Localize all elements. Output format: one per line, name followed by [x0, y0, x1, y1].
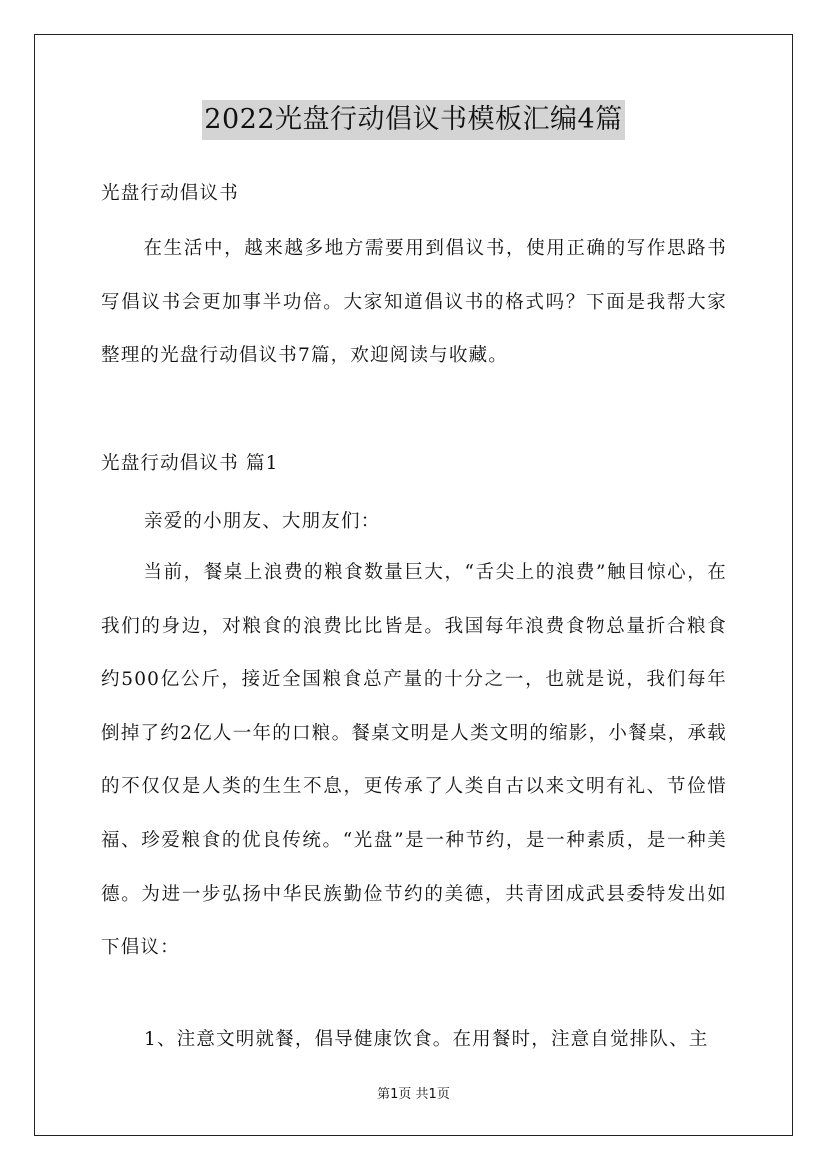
- section-heading: 光盘行动倡议书: [101, 183, 239, 204]
- article-heading: 光盘行动倡议书 篇1: [101, 453, 279, 474]
- page-number: 第1页 共1页: [377, 1087, 450, 1102]
- body-paragraph: 当前，餐桌上浪费的粮食数量巨大，“舌尖上的浪费”触目惊心，在我们的身边，对粮食的浪费比比皆是。我国每年浪费食物总量折合粮食约500亿公斤，接近全国粮食总产量的十分之一，也就是说，我们每年倒掉了约2亿人一年的口粮。餐桌文明是人类文明的缩影，小餐桌，承载的不仅仅是人类的生生不息，更传承了人类自古以来文明有礼、节俭惜福、珍爱粮食的优良传统。“光盘”是一种节约，是一种素质，是一种美德。为进一步弘扬中华民族勤俭节约的美德，共青团成武县委特发出如下倡议：: [101, 562, 727, 959]
- intro-paragraph: 在生活中，越来越多地方需要用到倡议书，使用正确的写作思路书写倡议书会更加事半功倍。大家知道倡议书的格式吗？下面是我帮大家整理的光盘行动倡议书7篇，欢迎阅读与收藏。: [101, 238, 727, 367]
- list-item-1: 1、注意文明就餐，倡导健康饮食。在用餐时，注意自觉排队、主: [144, 1029, 709, 1050]
- salutation: 亲爱的小朋友、大朋友们：: [144, 511, 381, 532]
- title-container: [0, 100, 827, 140]
- document-title: 2022光盘行动倡议书模板汇编4篇: [202, 100, 624, 140]
